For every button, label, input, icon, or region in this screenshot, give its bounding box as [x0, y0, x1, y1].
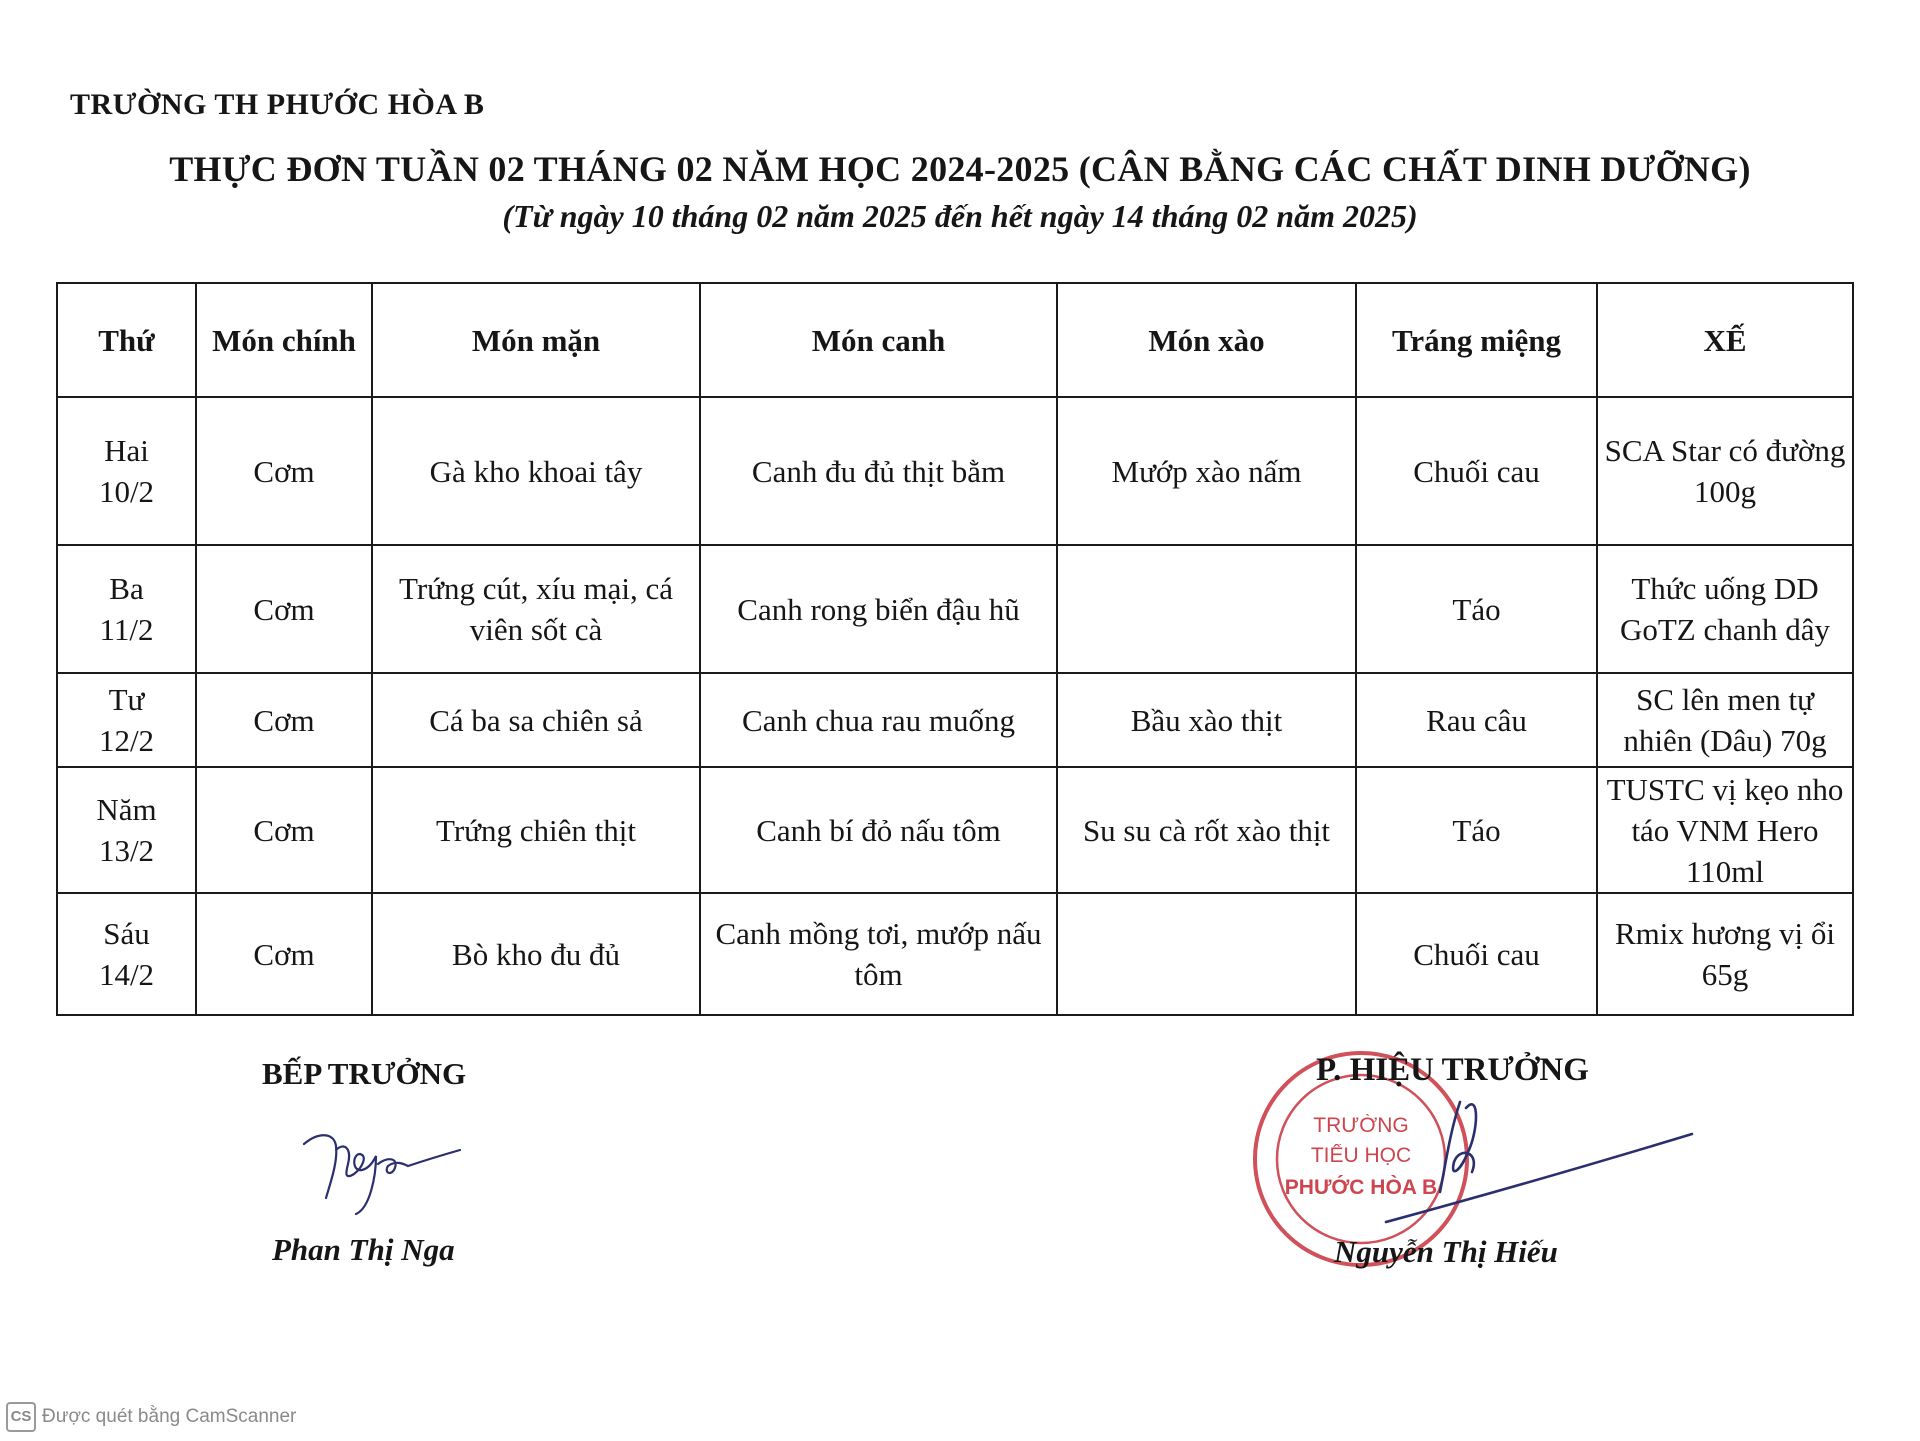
stamp-text-line: TIỂU HỌC: [1310, 1144, 1412, 1167]
scanner-watermark: [6, 1402, 296, 1432]
col-header-dessert: Tráng miệng: [1356, 283, 1597, 397]
day-date: 13/2: [98, 833, 155, 868]
day-date: 11/2: [99, 612, 154, 647]
dessert-cell: Chuối cau: [1356, 397, 1597, 545]
snack-cell: SCA Star có đường 100g: [1597, 397, 1853, 545]
table-row: [57, 397, 1853, 545]
savory-dish-cell: Bò kho đu đủ: [372, 893, 700, 1015]
day-cell: [57, 673, 196, 767]
snack-cell: Rmix hương vị ổi 65g: [1597, 893, 1853, 1015]
col-header-savory: Món mặn: [372, 283, 700, 397]
day-cell: [57, 767, 196, 893]
date-range-subtitle: (Từ ngày 10 tháng 02 năm 2025 đến hết ngày 14 tháng 02 năm 2025): [502, 198, 1418, 234]
main-dish-cell: Cơm: [196, 673, 372, 767]
vice-principal-name: Nguyễn Thị Hiếu: [1334, 1234, 1558, 1269]
dessert-cell: Táo: [1356, 545, 1597, 673]
chef-signature: [296, 1120, 466, 1220]
stamp-text-line: TRƯỜNG: [1313, 1114, 1409, 1137]
day-cell: [57, 545, 196, 673]
vice-principal-signature: [1380, 1082, 1700, 1232]
chef-signature-stroke: [304, 1135, 460, 1214]
snack-cell: SC lên men tự nhiên (Dâu) 70g: [1597, 673, 1853, 767]
vice-principal-title: P. HIỆU TRƯỞNG: [1316, 1052, 1589, 1088]
savory-dish-cell: Gà kho khoai tây: [372, 397, 700, 545]
table-row: [57, 893, 1853, 1015]
col-header-soup: Món canh: [700, 283, 1057, 397]
stirfry-cell: Bầu xào thịt: [1057, 673, 1356, 767]
stirfry-cell: [1057, 893, 1356, 1015]
scanner-watermark-text: Được quét bằng CamScanner: [42, 1406, 297, 1427]
table-header-row: [57, 283, 1853, 397]
day-name: Sáu: [103, 916, 150, 951]
stirfry-cell: Mướp xào nấm: [1057, 397, 1356, 545]
table-row: [57, 545, 1853, 673]
day-date: 14/2: [98, 957, 155, 992]
day-name: Năm: [96, 792, 157, 827]
col-header-day: Thứ: [57, 283, 196, 397]
dessert-cell: Chuối cau: [1356, 893, 1597, 1015]
dessert-cell: Rau câu: [1356, 673, 1597, 767]
savory-dish-cell: Trứng chiên thịt: [372, 767, 700, 893]
col-header-main: Món chính: [196, 283, 372, 397]
main-dish-cell: Cơm: [196, 397, 372, 545]
main-dish-cell: Cơm: [196, 545, 372, 673]
stirfry-cell: [1057, 545, 1356, 673]
soup-cell: Canh bí đỏ nấu tôm: [700, 767, 1057, 893]
day-date: 10/2: [98, 474, 155, 509]
camscanner-logo-icon: CS: [6, 1402, 36, 1432]
snack-cell: TUSTC vị kẹo nho táo VNM Hero 110ml: [1597, 767, 1853, 893]
day-cell: [57, 397, 196, 545]
day-name: Tư: [108, 682, 145, 717]
savory-dish-cell: Trứng cút, xíu mại, cá viên sốt cà: [372, 545, 700, 673]
savory-dish-cell: Cá ba sa chiên sả: [372, 673, 700, 767]
snack-cell: Thức uống DD GoTZ chanh dây: [1597, 545, 1853, 673]
soup-cell: Canh chua rau muống: [700, 673, 1057, 767]
main-dish-cell: Cơm: [196, 767, 372, 893]
dessert-cell: Táo: [1356, 767, 1597, 893]
table-row: [57, 673, 1853, 767]
vice-principal-signature-stroke: [1386, 1102, 1692, 1222]
day-cell: [57, 893, 196, 1015]
chef-title: BẾP TRƯỞNG: [262, 1056, 467, 1091]
soup-cell: Canh rong biển đậu hũ: [700, 545, 1057, 673]
table-row: [57, 767, 1853, 893]
main-dish-cell: Cơm: [196, 893, 372, 1015]
day-date: 12/2: [98, 723, 155, 758]
weekly-menu-table: [56, 282, 1854, 1016]
col-header-snack: XẾ: [1597, 283, 1853, 397]
school-name: TRƯỜNG TH PHƯỚC HÒA B: [70, 88, 485, 121]
stirfry-cell: Su su cà rốt xào thịt: [1057, 767, 1356, 893]
stamp-text-line: PHƯỚC HÒA B: [1284, 1176, 1438, 1199]
soup-cell: Canh mồng tơi, mướp nấu tôm: [700, 893, 1057, 1015]
day-name: Ba: [109, 571, 144, 606]
chef-name: Phan Thị Nga: [272, 1232, 455, 1267]
page-title: THỰC ĐƠN TUẦN 02 THÁNG 02 NĂM HỌC 2024-2025 (CÂN BẰNG CÁC CHẤT DINH DƯỠNG): [169, 149, 1751, 189]
soup-cell: Canh đu đủ thịt bằm: [700, 397, 1057, 545]
col-header-stirfry: Món xào: [1057, 283, 1356, 397]
day-name: Hai: [104, 433, 149, 468]
